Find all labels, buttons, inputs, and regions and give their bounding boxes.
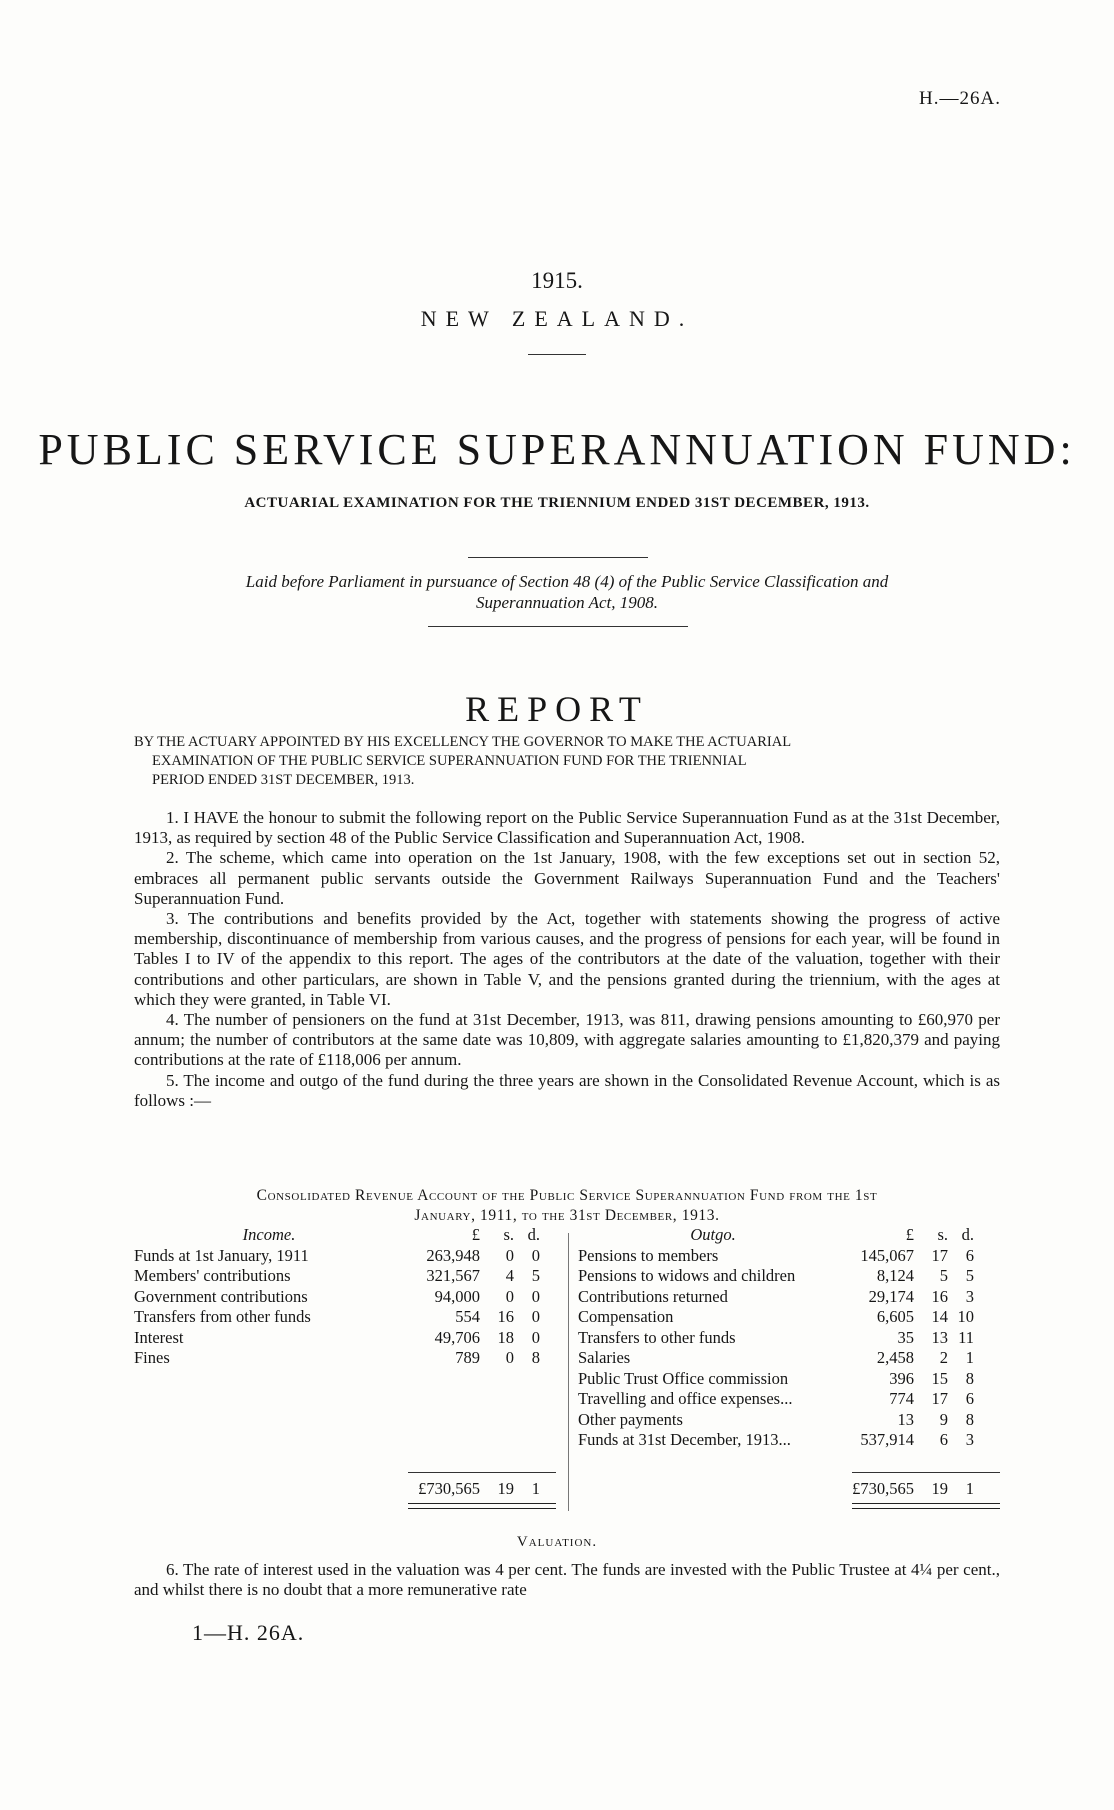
row-pounds: 29,174 — [868, 1286, 914, 1306]
income-total-pence: 1 — [531, 1479, 540, 1498]
row-shillings: 0 — [505, 1348, 514, 1367]
row-shillings: 0 — [505, 1286, 514, 1306]
row-pence: 5 — [965, 1266, 974, 1285]
row-label: Funds at 1st January, 1911 — [134, 1245, 309, 1265]
table-row — [578, 1389, 974, 1410]
table-row — [134, 1266, 540, 1287]
row-pounds: 263,948 — [426, 1245, 480, 1265]
document-title: PUBLIC SERVICE SUPERANNUATION FUND: — [38, 425, 1076, 474]
row-pounds: 537,914 — [860, 1430, 914, 1449]
table-row — [578, 1348, 974, 1369]
row-label: Funds at 31st December, 1913... — [578, 1430, 791, 1449]
report-sub-line-2: EXAMINATION OF THE PUBLIC SERVICE SUPERANNUATION FUND FOR THE TRIENNIAL — [152, 753, 747, 769]
total-rule-outgo — [852, 1472, 1000, 1473]
row-label: Salaries — [578, 1348, 631, 1367]
row-label: Contributions returned — [578, 1286, 728, 1306]
row-pence: 0 — [531, 1245, 540, 1265]
income-header: Income. — [242, 1225, 296, 1244]
row-pounds: 49,706 — [434, 1327, 480, 1347]
report-heading: REPORT — [465, 689, 649, 729]
row-pounds: 8,124 — [876, 1266, 914, 1285]
report-subheading — [134, 733, 1000, 790]
pence-col-header: d. — [527, 1225, 540, 1244]
row-pence: 5 — [531, 1266, 540, 1285]
row-label: Pensions to members — [578, 1245, 719, 1265]
outgo-total-shillings: 19 — [931, 1479, 948, 1498]
row-shillings: 16 — [497, 1307, 514, 1326]
report-sub-line-1: BY THE ACTUARY APPOINTED BY HIS EXCELLENCY THE GOVERNOR TO MAKE THE ACTUARIAL — [134, 734, 792, 750]
row-shillings: 16 — [931, 1286, 948, 1306]
laid-line-1: Laid before Parliament in pursuance of Section 48 (4) of the Public Service Classification and — [245, 572, 889, 591]
table-row — [578, 1246, 974, 1267]
table-row — [134, 1328, 540, 1349]
paragraph-2: 2. The scheme, which came into operation on the 1st January, 1908, with the few exceptions set out in section 52, embraces all permanent public servants outside the Government Railways Superannuation Fund and the Teachers' Superannuation Fund. — [134, 848, 1000, 908]
outgo-table — [578, 1225, 974, 1451]
table-row — [578, 1307, 974, 1328]
report-sub-line-3: PERIOD ENDED 31ST DECEMBER, 1913. — [152, 772, 415, 788]
row-pounds: 6,605 — [876, 1307, 914, 1326]
row-pence: 8 — [965, 1409, 974, 1429]
row-shillings: 0 — [505, 1245, 514, 1265]
row-shillings: 9 — [939, 1409, 948, 1429]
outgo-total-pounds: £730,565 — [852, 1479, 914, 1498]
table-row — [578, 1369, 974, 1390]
row-pounds: 789 — [455, 1348, 480, 1367]
row-pence: 6 — [965, 1245, 974, 1265]
row-shillings: 17 — [931, 1245, 948, 1265]
double-rule-outgo — [852, 1503, 1000, 1509]
row-label: Interest — [134, 1327, 184, 1347]
outgo-total-pence: 1 — [965, 1479, 974, 1498]
divider-rule — [528, 354, 586, 355]
laid-line-2: Superannuation Act, 1908. — [476, 593, 658, 612]
row-pounds: 396 — [889, 1368, 914, 1388]
row-pounds: 774 — [889, 1389, 914, 1408]
shillings-col-header: s. — [503, 1225, 514, 1244]
table-row — [134, 1348, 540, 1369]
shillings-col-header: s. — [937, 1225, 948, 1244]
row-pounds: 321,567 — [426, 1266, 480, 1285]
income-table — [134, 1225, 540, 1369]
row-label: Transfers from other funds — [134, 1307, 311, 1326]
row-pounds: 145,067 — [860, 1245, 914, 1265]
row-pounds: 94,000 — [434, 1286, 480, 1306]
row-pence: 8 — [965, 1368, 974, 1388]
account-title-line-1: Consolidated Revenue Account of the Public Service Superannuation Fund from the 1st — [256, 1187, 878, 1204]
row-label: Fines — [134, 1348, 170, 1367]
table-row — [134, 1287, 540, 1308]
row-shillings: 2 — [939, 1348, 948, 1367]
row-pence: 8 — [531, 1348, 540, 1367]
paragraph-1: 1. I HAVE the honour to submit the following report on the Public Service Superannuation Fund as at the 31st December, 1913, as required by section 48 of the Public Service Classification and Superannuation Act, 1908. — [134, 808, 1000, 848]
row-label: Travelling and office expenses... — [578, 1389, 793, 1408]
publication-year: 1915. — [531, 268, 583, 293]
account-title-line-2: January, 1911, to the 31st December, 1913. — [414, 1207, 720, 1224]
divider-rule — [468, 557, 648, 558]
row-pence: 11 — [958, 1327, 974, 1347]
row-pounds: 35 — [897, 1327, 914, 1347]
document-subtitle: ACTUARIAL EXAMINATION FOR THE TRIENNIUM ENDED 31ST DECEMBER, 1913. — [244, 495, 870, 511]
valuation-heading: Valuation. — [516, 1534, 598, 1550]
row-label: Members' contributions — [134, 1266, 291, 1285]
row-label: Public Trust Office commission — [578, 1368, 789, 1388]
row-pence: 0 — [531, 1327, 540, 1347]
row-shillings: 6 — [939, 1430, 948, 1449]
income-total-pounds: £730,565 — [418, 1479, 480, 1498]
laid-before-parliament-note — [134, 571, 1000, 613]
paragraph-4: 4. The number of pensioners on the fund at 31st December, 1913, was 811, drawing pensions amounting to £60,970 per annum; the number of contributors at the same date was 10,809, with aggregate salaries amounting to £1,820,379 and paying contributions at the rate of £118,006 per annum. — [134, 1010, 1000, 1070]
outgo-total — [848, 1479, 974, 1499]
row-label: Other payments — [578, 1409, 683, 1429]
row-shillings: 15 — [931, 1368, 948, 1388]
outgo-header: Outgo. — [690, 1225, 736, 1244]
row-pounds: 13 — [897, 1409, 914, 1429]
row-label: Compensation — [578, 1307, 674, 1326]
paragraph-5: 5. The income and outgo of the fund during the three years are shown in the Consolidated Revenue Account, which is as follows :— — [134, 1070, 1000, 1110]
table-row — [134, 1246, 540, 1267]
pence-col-header: d. — [961, 1225, 974, 1244]
pounds-col-header: £ — [905, 1225, 914, 1244]
row-pence: 10 — [957, 1307, 974, 1326]
row-shillings: 18 — [497, 1327, 514, 1347]
row-label: Government contributions — [134, 1286, 308, 1306]
pounds-col-header: £ — [471, 1225, 480, 1244]
row-pence: 0 — [531, 1307, 540, 1326]
row-pence: 6 — [965, 1389, 974, 1408]
table-row — [578, 1266, 974, 1287]
column-divider — [568, 1233, 569, 1511]
row-pounds: 2,458 — [876, 1348, 914, 1367]
row-pounds: 554 — [455, 1307, 480, 1326]
table-row — [578, 1287, 974, 1308]
income-total-shillings: 19 — [497, 1479, 514, 1498]
country-heading: NEW ZEALAND. — [420, 306, 694, 331]
double-rule-income — [408, 1503, 556, 1509]
row-shillings: 17 — [931, 1389, 948, 1408]
row-label: Pensions to widows and children — [578, 1266, 796, 1285]
divider-rule — [428, 626, 688, 627]
table-row — [134, 1307, 540, 1328]
income-total — [404, 1479, 540, 1499]
row-pence: 1 — [965, 1348, 974, 1367]
page-reference: H.—26A. — [919, 88, 1001, 109]
row-shillings: 4 — [505, 1266, 514, 1285]
table-row — [578, 1430, 974, 1451]
row-pence: 3 — [965, 1430, 974, 1449]
valuation-body — [134, 1560, 1000, 1600]
report-body — [134, 808, 1000, 1111]
row-label: Transfers to other funds — [578, 1327, 736, 1347]
row-pence: 0 — [531, 1286, 540, 1306]
table-row — [578, 1410, 974, 1431]
paragraph-6: 6. The rate of interest used in the valuation was 4 per cent. The funds are invested with the Public Trustee at 4¼ per cent., and whilst there is no doubt that a more remunerative rate — [134, 1560, 1000, 1599]
paragraph-3: 3. The contributions and benefits provided by the Act, together with statements showing the progress of active membership, discontinuance of membership from various causes, and the progress of pensions for each year, will be found in Tables I to IV of the appendix to this report. The ages of the contributors at the date of the valuation, together with their contributions and other particulars, are shown in Table V, and the pensions granted during the triennium, with the ages at which they were granted, in Table VI. — [134, 909, 1000, 1009]
row-pence: 3 — [965, 1286, 974, 1306]
account-title — [134, 1186, 1000, 1226]
row-shillings: 5 — [939, 1266, 948, 1285]
row-shillings: 13 — [931, 1327, 948, 1347]
table-row — [578, 1328, 974, 1349]
row-shillings: 14 — [931, 1307, 948, 1326]
page-footer-signature: 1—H. 26A. — [192, 1620, 305, 1645]
total-rule-income — [408, 1472, 556, 1473]
